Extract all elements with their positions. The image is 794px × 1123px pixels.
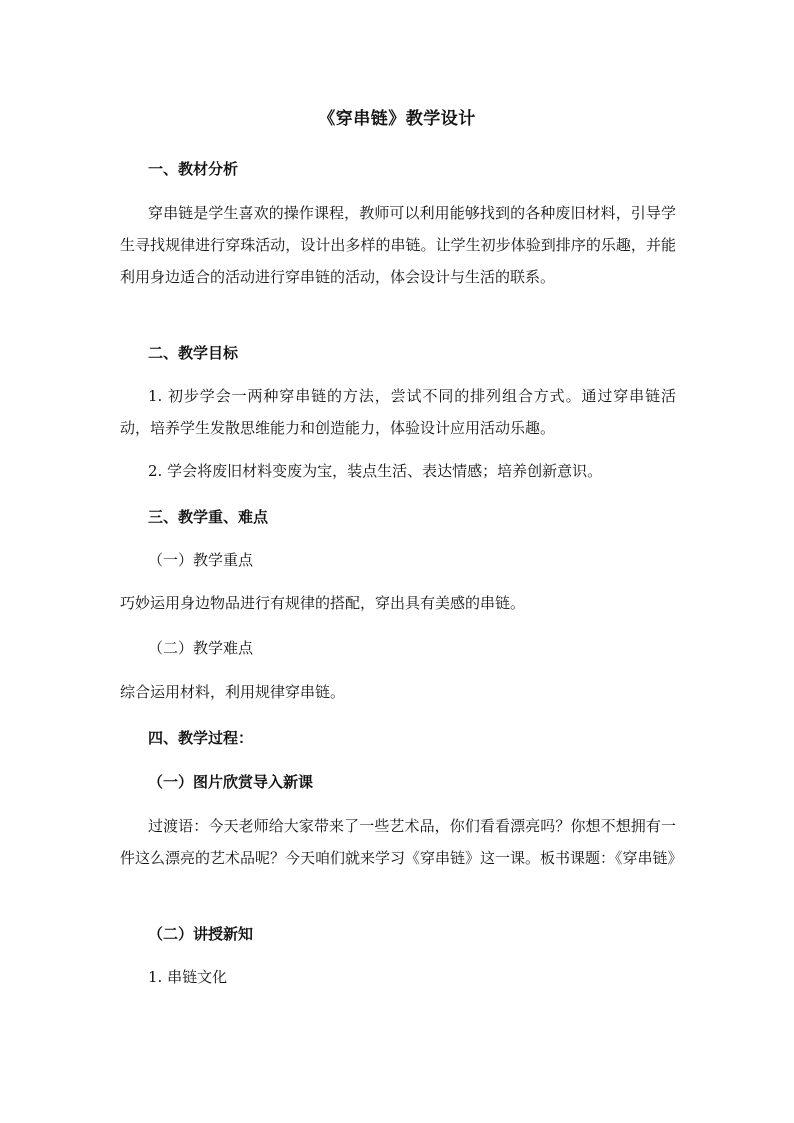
- subheading-image-appreciation: （一）图片欣赏导入新课: [148, 773, 314, 791]
- paragraph-goal-1: 1. 初步学会一两种穿串链的方法，尝试不同的排列组合方式。通过穿串链活动，培养学生发散思维能力和创造能力，体验设计应用活动乐趣。: [120, 387, 676, 437]
- paragraph-transition-speech: 过渡语：今天老师给大家带来了一些艺术品，你们看看漂亮吗？你想不想拥有一件这么漂亮的艺术品呢？今天咱们就来学习《穿串链》这一课。板书课题：《穿串链》: [120, 817, 683, 867]
- paragraph-difficult-points: 综合运用材料，利用规律穿串链。: [120, 683, 346, 701]
- section-heading-materials-analysis: 一、教材分析: [148, 160, 239, 178]
- list-item-chain-culture: 1. 串链文化: [148, 968, 228, 986]
- paragraph-goal-2: 2. 学会将废旧材料变废为宝，装点生活、表达情感；培养创新意识。: [148, 462, 603, 480]
- paragraph-key-points: 巧妙运用身边物品进行有规律的搭配，穿出具有美感的串链。: [120, 594, 526, 612]
- document-title: 《穿串链》教学设计: [318, 109, 476, 129]
- paragraph-materials-analysis: 穿串链是学生喜欢的操作课程，教师可以利用能够找到的各种废旧材料，引导学生寻找规律进行穿珠活动，设计出多样的串链。让学生初步体验到排序的乐趣，并能利用身边适合的活动进行穿串链的活动，体会设计与生活的联系。: [120, 204, 676, 286]
- subheading-difficult-points: （二）教学难点: [148, 639, 254, 657]
- section-heading-teaching-process: 四、教学过程：: [148, 729, 254, 747]
- section-heading-key-difficult-points: 三、教学重、难点: [148, 508, 269, 526]
- subheading-new-knowledge: （二）讲授新知: [148, 925, 254, 943]
- section-heading-teaching-goals: 二、教学目标: [148, 344, 239, 362]
- subheading-key-points: （一）教学重点: [148, 551, 254, 569]
